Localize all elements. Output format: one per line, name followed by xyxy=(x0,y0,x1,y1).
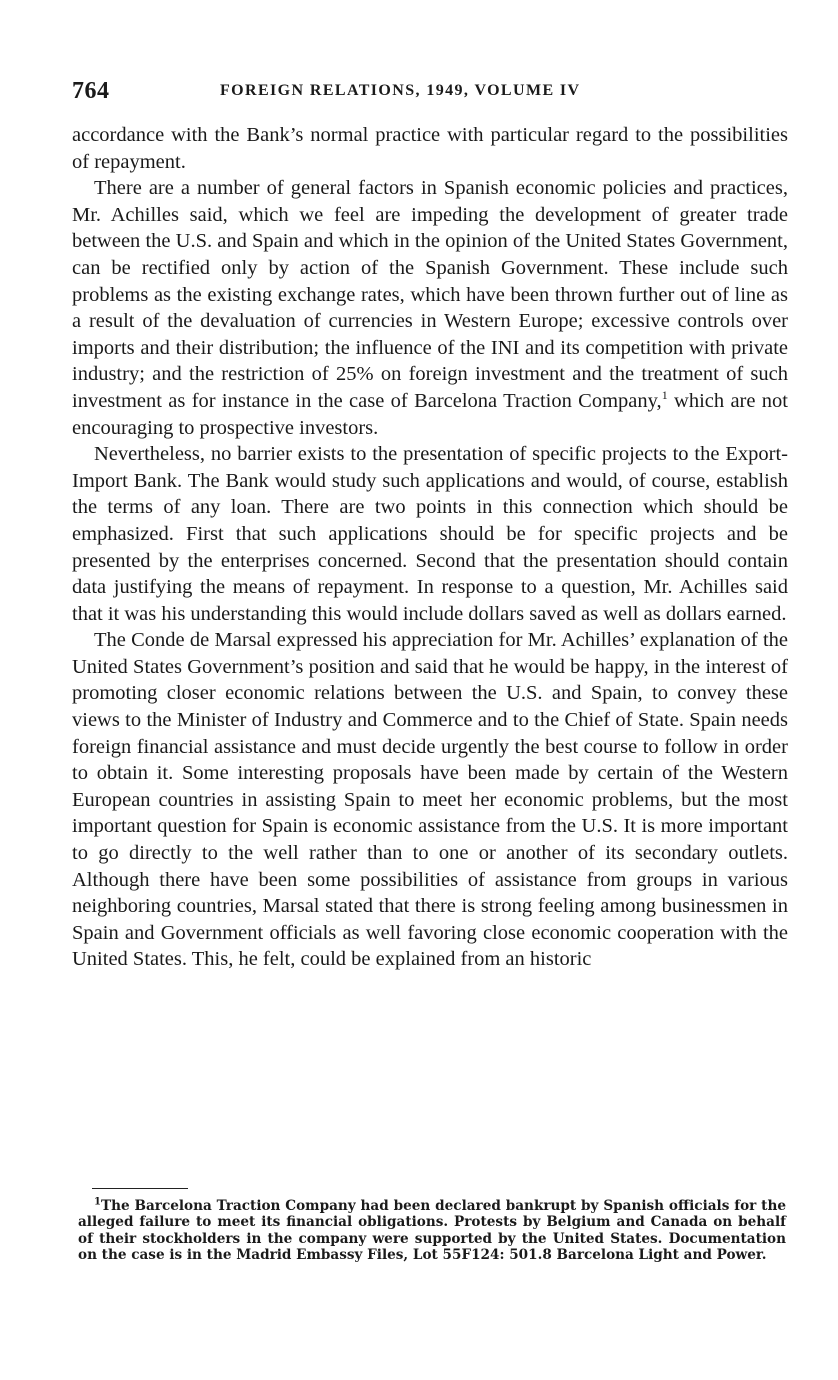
footnote-marker: 1 xyxy=(94,1196,101,1208)
paragraph-nevertheless: Nevertheless, no barrier exists to the presentation of specific projects to the Export-Import Bank. The Bank would study such applications and would, of course, establish the terms of any loan. There are two points in this connection which should be emphasized. First that such applications should be for specific projects and be presented by the enterprises concerned. Second that the presentation should contain data justifying the means of repayment. In response to a question, Mr. Achilles said that it was his understanding this would include dollars saved as well as dollars earned. xyxy=(72,443,788,625)
paragraph-conde-de-marsal: The Conde de Marsal expressed his appreciation for Mr. Achilles’ explanation of the United States Government’s position and said that he would be happy, in the interest of promoting closer economic relations between the U.S. and Spain, to convey these views to the Minister of Industry and Commerce and to the Chief of State. Spain needs foreign financial assistance and must decide urgently the best course to follow in order to obtain it. Some interesting proposals have been made by certain of the Western European countries in assisting Spain to meet her economic problems, but the most important question for Spain is economic assistance from the U.S. It is more important to go directly to the well rather than to one or another of its secondary outlets. Although there have been some possibilities of assistance from groups in various neighboring countries, Marsal stated that there is strong feeling among businessmen in Spain and Government officials as well favoring close economic cooperation with the United States. This, he felt, could be explained from an historic xyxy=(72,629,788,971)
footnote-text: The Barcelona Traction Company had been declared bankrupt by Spanish officials for the alleged failure to meet its financial obligations. Protests by Belgium and Canada on behalf of their stockholders in the company were supported by the United States. Documentation on the case is in the Madrid Embassy Files, Lot 55F124: 501.8 Barcelona Light and Power. xyxy=(78,1198,786,1264)
page-header xyxy=(72,78,788,110)
page-number: 764 xyxy=(72,78,110,104)
footnote-divider xyxy=(92,1188,188,1189)
paragraph-general-factors-tail: which are not encouraging to prospective investors. xyxy=(72,389,788,439)
body-text xyxy=(72,122,788,973)
paragraph-general-factors xyxy=(72,175,788,441)
paragraph-continuation: accordance with the Bank’s normal practice with particular regard to the possibilities of repayment. xyxy=(72,124,788,173)
running-head: FOREIGN RELATIONS, 1949, VOLUME IV xyxy=(220,82,581,99)
paragraph-general-factors-text: There are a number of general factors in Spanish economic policies and practices, Mr. Achilles said, which we feel are impeding the development of greater trade between the U.S. and Spain and which in the opinion of the United States Government, can be rectified only by action of the Spanish Government. These include such problems as the existing exchange rates, which have been thrown further out of line as a result of the devaluation of currencies in Western Europe; excessive controls over imports and their distribution; the influence of the INI and its competition with private industry; and the restriction of 25% on foreign investment and the treatment of such investment as for instance in the case of Barcelona Traction Company, xyxy=(72,177,788,412)
footnote xyxy=(78,1198,786,1264)
footnote-reference[interactable]: 1 xyxy=(661,388,668,403)
